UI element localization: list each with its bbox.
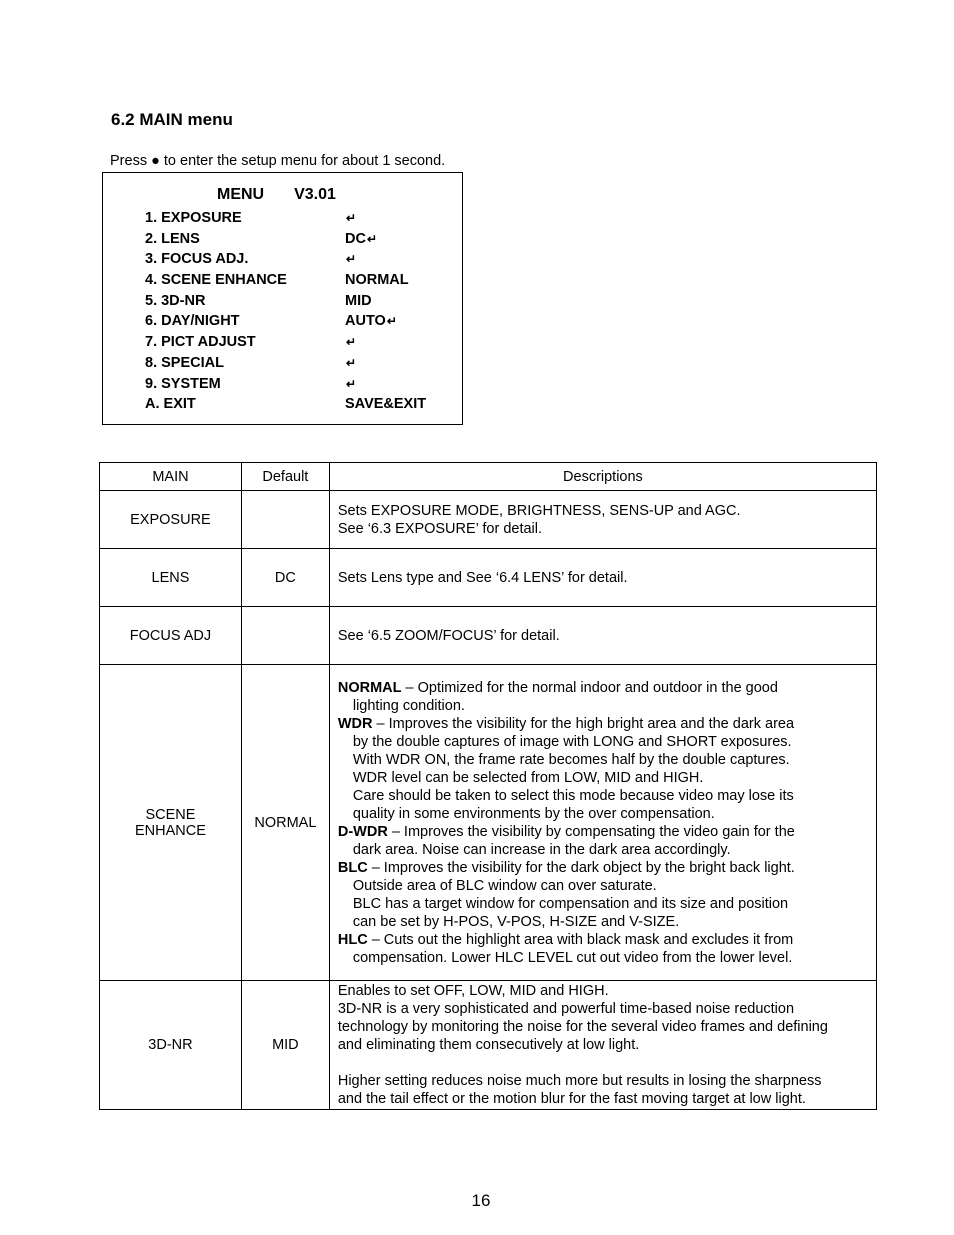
enter-arrow-icon: ↵: [346, 211, 357, 225]
menu-item[interactable]: [145, 396, 445, 417]
description-line: by the double captures of image with LONG and SHORT exposures.: [352, 733, 792, 750]
row-default: MID: [241, 981, 329, 1110]
menu-item[interactable]: [145, 293, 445, 314]
menu-item[interactable]: [145, 231, 445, 252]
description-text: – Optimized for the normal indoor and outdoor in the good: [401, 679, 778, 696]
description-line: Higher setting reduces noise much more but results in losing the sharpness: [337, 1073, 822, 1089]
osd-menu-box: [102, 172, 463, 425]
row-main-line: ENHANCE: [134, 822, 206, 839]
row-default: NORMAL: [241, 665, 329, 981]
table-row: [100, 491, 877, 549]
header-default: Default: [241, 463, 329, 491]
row-main-line: SCENE: [145, 806, 196, 823]
menu-item-value-text: AUTO: [345, 313, 386, 330]
menu-item-value: [345, 313, 397, 329]
menu-item-list: [145, 210, 445, 417]
menu-item-value: [345, 355, 356, 371]
menu-item-value: [345, 334, 356, 350]
term-wdr: WDR: [337, 715, 373, 732]
menu-item-value: [345, 376, 356, 392]
description-line: dark area. Noise can increase in the dark area accordingly.: [352, 841, 731, 858]
description-line: and eliminating them consecutively at low light.: [337, 1037, 640, 1053]
row-main: 3D-NR: [100, 981, 242, 1110]
menu-item-label: 1. EXPOSURE: [145, 210, 242, 226]
row-default: DC: [241, 549, 329, 607]
menu-item-value: [345, 251, 356, 267]
description-line: [338, 931, 868, 949]
menu-item-label: 5. 3D-NR: [145, 292, 206, 309]
description-line: BLC has a target window for compensation and its size and position: [352, 895, 789, 912]
description-text: – Cuts out the highlight area with black mask and excludes it from: [367, 931, 794, 948]
description-line: quality in some environments by the over compensation.: [352, 805, 715, 822]
menu-item-label: 3. FOCUS ADJ.: [145, 251, 249, 268]
description-line: See ‘6.5 ZOOM/FOCUS’ for detail.: [337, 627, 560, 644]
description-line: [338, 715, 868, 733]
menu-item-value: [345, 293, 372, 309]
menu-item[interactable]: [145, 334, 445, 355]
header-descriptions: Descriptions: [329, 463, 876, 491]
menu-version: V3.01: [294, 186, 336, 203]
description-line: [338, 679, 868, 697]
description-line: [338, 823, 868, 841]
menu-item-value-text: MID: [345, 292, 372, 309]
menu-item-value: [345, 210, 356, 226]
intro-text: Press ● to enter the setup menu for about 1 second.: [110, 153, 446, 169]
description-line: lighting condition.: [352, 697, 465, 714]
row-default: [241, 491, 329, 549]
table-row: [100, 665, 877, 981]
enter-arrow-icon: ↵: [386, 314, 397, 329]
row-default: [241, 607, 329, 665]
row-main: FOCUS ADJ: [100, 607, 242, 665]
enter-arrow-icon: ↵: [346, 376, 357, 391]
menu-item[interactable]: [145, 272, 445, 293]
menu-item-label: 4. SCENE ENHANCE: [145, 272, 287, 289]
term-dwdr: D-WDR: [337, 823, 388, 840]
description-line: and the tail effect or the motion blur for the fast moving target at low light.: [337, 1091, 806, 1107]
description-line: [338, 859, 868, 877]
description-text: – Improves the visibility for the high bright area and the dark area: [372, 715, 795, 732]
row-main: LENS: [100, 549, 242, 607]
menu-item-value: [345, 396, 426, 412]
menu-item-label: 2. LENS: [145, 230, 200, 247]
description-line: can be set by H-POS, V-POS, H-SIZE and V-SIZE.: [352, 913, 680, 930]
row-description: [329, 981, 876, 1110]
blank-line: [338, 1054, 868, 1072]
menu-item-label: A. EXIT: [145, 396, 196, 413]
description-line: Enables to set OFF, LOW, MID and HIGH.: [337, 983, 609, 999]
table-row: [100, 981, 877, 1110]
description-line: Outside area of BLC window can over saturate.: [352, 877, 657, 894]
row-main: EXPOSURE: [100, 491, 242, 549]
description-line: See ‘6.3 EXPOSURE’ for detail.: [337, 520, 543, 537]
menu-item-label: 9. SYSTEM: [145, 375, 221, 392]
menu-item-label: 8. SPECIAL: [145, 354, 224, 371]
menu-item[interactable]: [145, 355, 445, 376]
menu-item[interactable]: [145, 251, 445, 272]
row-description: [329, 491, 876, 549]
enter-arrow-icon: ↵: [346, 335, 357, 350]
description-line: Care should be taken to select this mode because video may lose its: [352, 787, 794, 804]
term-hlc: HLC: [337, 931, 368, 948]
main-menu-table: [99, 462, 877, 1110]
description-line: technology by monitoring the noise for the several video frames and defining: [337, 1019, 828, 1035]
term-blc: BLC: [337, 859, 368, 876]
description-line: Sets Lens type and See ‘6.4 LENS’ for detail.: [337, 569, 628, 586]
enter-arrow-icon: ↵: [346, 355, 357, 370]
table-row: [100, 607, 877, 665]
menu-item-value: [345, 272, 409, 288]
description-line: Sets EXPOSURE MODE, BRIGHTNESS, SENS-UP and AGC.: [337, 502, 741, 519]
row-description: [329, 549, 876, 607]
description-line: 3D-NR is a very sophisticated and powerful time-based noise reduction: [337, 1001, 795, 1017]
section-heading: 6.2 MAIN menu: [111, 110, 233, 129]
row-description: [329, 607, 876, 665]
row-main: [100, 665, 242, 981]
menu-item-value: [345, 231, 377, 247]
menu-item[interactable]: [145, 376, 445, 397]
description-text: – Improves the visibility for the dark object by the bright back light.: [367, 859, 795, 876]
table-header-row: [100, 463, 877, 491]
menu-item-value-text: NORMAL: [345, 272, 409, 289]
description-line: compensation. Lower HLC LEVEL cut out video from the lower level.: [352, 949, 793, 966]
enter-arrow-icon: ↵: [366, 231, 378, 246]
menu-item-label: 6. DAY/NIGHT: [145, 313, 240, 330]
header-main: MAIN: [100, 463, 242, 491]
enter-arrow-icon: ↵: [346, 252, 357, 267]
term-normal: NORMAL: [337, 679, 402, 696]
menu-item-value-text: DC: [345, 230, 366, 247]
description-line: WDR level can be selected from LOW, MID and HIGH.: [352, 769, 704, 786]
menu-item[interactable]: [145, 210, 445, 231]
menu-title-label: MENU: [217, 186, 265, 203]
row-description: [329, 665, 876, 981]
menu-title: [217, 186, 336, 204]
menu-item-label: 7. PICT ADJUST: [145, 334, 256, 351]
table-row: [100, 549, 877, 607]
description-text: – Improves the visibility by compensating the video gain for the: [387, 823, 795, 840]
menu-item[interactable]: [145, 313, 445, 334]
description-line: With WDR ON, the frame rate becomes half by the double captures.: [352, 751, 790, 768]
menu-item-value-text: SAVE&EXIT: [345, 396, 427, 413]
page-number: 16: [471, 1191, 491, 1210]
